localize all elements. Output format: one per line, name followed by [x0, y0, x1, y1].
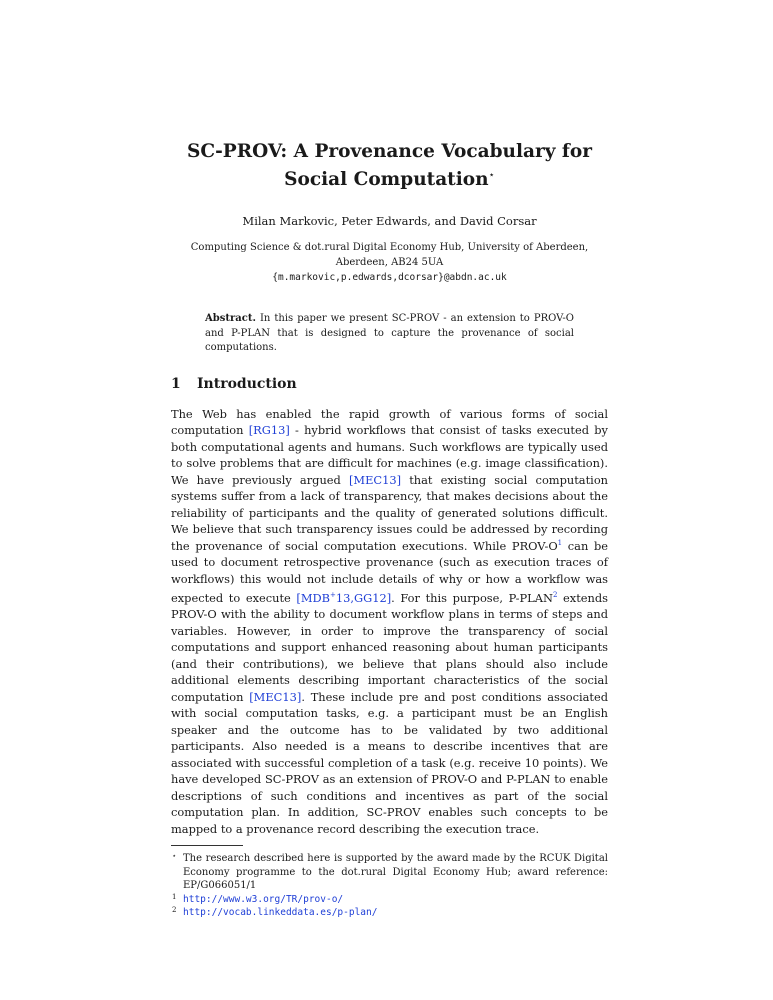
citation-mdb13[interactable]: [296, 591, 350, 605]
affiliation-line-2: Aberdeen, AB24 5UA: [335, 257, 444, 269]
citation-separator: ,: [350, 590, 355, 605]
footnote-funding: [171, 852, 608, 893]
body-text: extends PROV-O with the ability to document workflow plans in terms of steps and variables. However, in order to improve the transparency of social computations and support enhanced reasoning about human participants (and their contributions), we believe that plans should also include additional elements describing important characteristics of the social computation: [171, 590, 608, 704]
footnote-2-link[interactable]: http://vocab.linkeddata.es/p-plan/: [183, 907, 378, 919]
footnote-ref-2[interactable]: 2: [552, 591, 558, 600]
body-text: - hybrid workflows that consist of tasks executed by both computational agents and humans. Such workflows are typically used to solve problems that are difficult for machines (e.g. image classification). We have previously argued: [171, 423, 608, 487]
affiliation: [171, 240, 608, 285]
abstract-label: Abstract.: [205, 313, 256, 325]
footnote-funding-text: The research described here is supported by the award made by the RCUK Digital Economy programme to the dot.rural Digital Economy Hub; award reference: EP/G066051/1: [183, 853, 608, 892]
citation-mec13[interactable]: [MEC13]: [249, 689, 302, 704]
introduction-paragraph: [171, 406, 608, 838]
citation-mdb-year: 13: [335, 590, 351, 605]
footnote-1-link[interactable]: http://www.w3.org/TR/prov-o/: [183, 893, 344, 905]
title-footnote-mark: ⋆: [488, 170, 495, 181]
section-title: Introduction: [197, 375, 297, 392]
citation-mdb-label: [MDB: [296, 590, 331, 605]
body-text: . For this purpose, P-PLAN: [391, 590, 553, 605]
footnote-ref-1[interactable]: 1: [557, 538, 563, 547]
abstract-text: In this paper we present SC-PROV - an extension to PROV-O and P-PLAN that is designed to capture the provenance of social computations.: [205, 313, 574, 354]
citation-rg13[interactable]: [RG13]: [248, 423, 290, 438]
paper-title: [171, 140, 608, 192]
body-text: . These include pre and post conditions associated with social computation tasks, e.g. a participant must be an English speaker and the outcome has to be validated by two additional participants. Also needed is a means to describe incentives that are associated with successful completion of a task (e.g. receive 10 points). We have developed SC-PROV as an extension of PROV-O and P-PLAN to enable descriptions of such conditions and incentives as part of the social computation plan. In addition, SC-PROV enables such concepts to be mapped to a provenance record describing the execution trace.: [171, 689, 608, 836]
paper-page: [171, 140, 608, 920]
footnote-1: [171, 893, 608, 907]
footnote-2: [171, 906, 608, 920]
footnote-star-mark: ⋆: [172, 852, 177, 861]
title-text: SC-PROV: A Provenance Vocabulary for Social Computation: [187, 141, 592, 191]
citation-mdb-plus: +: [330, 591, 336, 600]
section-number: 1: [171, 375, 181, 392]
abstract: [205, 312, 574, 356]
body-text: The Web has enabled the rapid growth of various forms of social computation: [171, 406, 608, 438]
footnote-divider: [171, 845, 243, 846]
author-emails: {m.markovic,p.edwards,dcorsar}@abdn.ac.uk: [272, 272, 507, 284]
authors: Milan Markovic, Peter Edwards, and David Corsar: [242, 214, 537, 229]
body-text: can be used to document retrospective provenance (such as execution traces of workflows) this would not include details of why or how a workflow was expected to execute: [171, 538, 609, 605]
citation-gg12[interactable]: GG12]: [354, 590, 392, 605]
footnote-1-mark: 1: [172, 892, 177, 901]
section-heading: [171, 376, 608, 392]
citation-mec13[interactable]: [MEC13]: [348, 472, 402, 487]
footnote-2-mark: 2: [172, 906, 177, 915]
body-text: that existing social computation systems suffer from a lack of transparency, that makes decisions about the reliability of participants and the quality of generated solutions difficult. We believe that such transparency issues could be addressed by recording the provenance of social computation executions. While PROV-O: [171, 472, 609, 553]
affiliation-line-1: Computing Science & dot.rural Digital Economy Hub, University of Aberdeen,: [190, 242, 589, 254]
footnotes: [171, 852, 608, 920]
